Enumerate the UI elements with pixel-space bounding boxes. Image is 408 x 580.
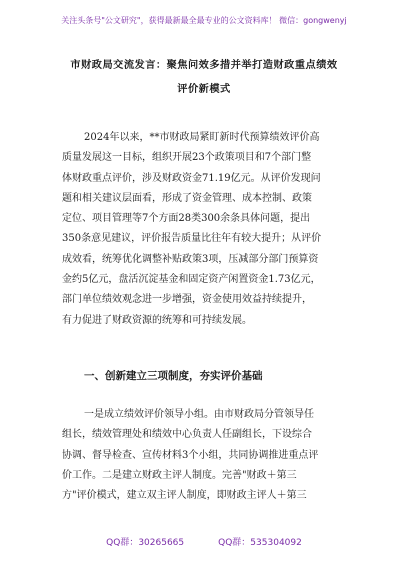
paragraph-section-one <box>62 405 345 506</box>
paragraph-line: 定位、项目管理等7个方面28类300余条具体问题，提出 <box>62 213 311 225</box>
paragraph-line: 协调、督导检查、宣传材料3个小组，共同协调推进重点评 <box>62 449 319 461</box>
paragraph-line: 有力促进了财政资源的统筹和可持续发展。 <box>62 314 252 326</box>
paragraph-line: 方"评价模式，建立双主评人制度，即财政主评人＋第三 <box>62 490 307 502</box>
paragraph-overview <box>62 128 345 331</box>
paragraph-line: 一是成立绩效评价领导小组。由市财政局分管领导任 <box>84 409 314 420</box>
paragraph-line: 题和相关建议层面看，形成了资金管理、成本控制、政策 <box>62 192 312 204</box>
paragraph-line: 金约5亿元，盘活沉淀基金和固定资产闲置资金1.73亿元， <box>62 274 321 286</box>
paragraph-line: 2024年以来，**市财政局紧盯新时代预算绩效评价高 <box>84 132 320 143</box>
paragraph-line: 350条意见建议，评价报告质量比往年有较大提升；从评价 <box>62 233 322 245</box>
paragraph-line: 价工作。二是建立财政主评人制度。完善"财政＋第三 <box>62 469 297 481</box>
paragraph-line: 成效看，统筹优化调整补贴政策3项，压减部分部门预算资 <box>62 253 319 265</box>
paragraph-line: 体财政重点评价，涉及财政资金71.19亿元。从评价发现问 <box>62 172 321 184</box>
paragraph-line: 组长，绩效管理处和绩效中心负责人任副组长，下设综合 <box>62 429 312 441</box>
qq-group-2: QQ群：535304092 <box>218 538 302 548</box>
section-heading: 一、创新建立三项制度，夯实评价基础 <box>84 370 263 382</box>
title-line: 市财政局交流发言：聚焦问效多措并举打造财政重点绩效 <box>70 59 338 71</box>
paragraph-line: 质量发展这一目标，组织开展23个政策项目和7个部门整 <box>62 152 312 164</box>
title-line: 评价新模式 <box>177 83 231 95</box>
paragraph-line: 部门单位绩效观念进一步增强，资金使用效益持续提升， <box>62 294 312 306</box>
qq-group-1: QQ群：30265665 <box>106 538 185 548</box>
footer-contacts <box>0 535 408 548</box>
document-title <box>40 53 368 101</box>
header-promo-note: 关注头条号"公文研究"，获得最新最全最专业的公文资料库！ 微信：gongwenyj <box>61 16 347 25</box>
